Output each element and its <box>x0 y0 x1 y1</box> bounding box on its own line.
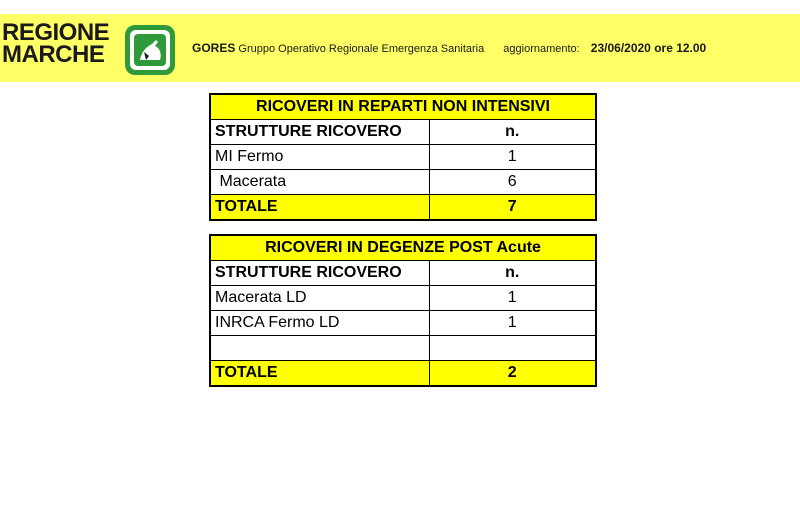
table-row <box>210 170 596 195</box>
table-title-row <box>210 235 596 261</box>
structure-count <box>429 336 596 361</box>
table-row <box>210 145 596 170</box>
column-header-count: n. <box>429 120 596 145</box>
structure-name: Macerata LD <box>210 286 429 311</box>
total-value: 7 <box>429 195 596 221</box>
logo-line-1: REGIONE <box>2 19 110 46</box>
column-header-count: n. <box>429 261 596 286</box>
org-acronym: GORES <box>192 41 236 55</box>
header-band <box>0 14 800 82</box>
structure-name: INRCA Fermo LD <box>210 311 429 336</box>
table-title: RICOVERI IN DEGENZE POST Acute <box>210 235 596 261</box>
total-label: TOTALE <box>210 361 429 387</box>
table-header-row <box>210 261 596 286</box>
org-full-name: Gruppo Operativo Regionale Emergenza Sanitaria <box>238 43 485 55</box>
structure-count: 1 <box>429 145 596 170</box>
column-header-structure: STRUTTURE RICOVERO <box>210 120 429 145</box>
region-logo-text <box>2 19 120 68</box>
update-label: aggiornamento: <box>503 43 580 55</box>
table-post-acute-wards <box>209 234 597 387</box>
table-row <box>210 336 596 361</box>
total-label: TOTALE <box>210 195 429 221</box>
table-total-row <box>210 361 596 387</box>
column-header-structure: STRUTTURE RICOVERO <box>210 261 429 286</box>
table-row <box>210 311 596 336</box>
table-total-row <box>210 195 596 221</box>
header-info <box>192 41 706 55</box>
table-row <box>210 286 596 311</box>
table-title: RICOVERI IN REPARTI NON INTENSIVI <box>210 94 596 120</box>
table-non-intensive-wards <box>209 93 597 221</box>
table-header-row <box>210 120 596 145</box>
table-title-row <box>210 94 596 120</box>
logo-line-2: MARCHE <box>2 41 105 68</box>
total-value: 2 <box>429 361 596 387</box>
structure-count: 1 <box>429 286 596 311</box>
structure-count: 6 <box>429 170 596 195</box>
region-emblem-icon <box>122 22 178 78</box>
update-datetime: 23/06/2020 ore 12.00 <box>590 41 707 55</box>
structure-count: 1 <box>429 311 596 336</box>
structure-name <box>210 336 429 361</box>
structure-name: Macerata <box>210 170 429 195</box>
structure-name: MI Fermo <box>210 145 429 170</box>
